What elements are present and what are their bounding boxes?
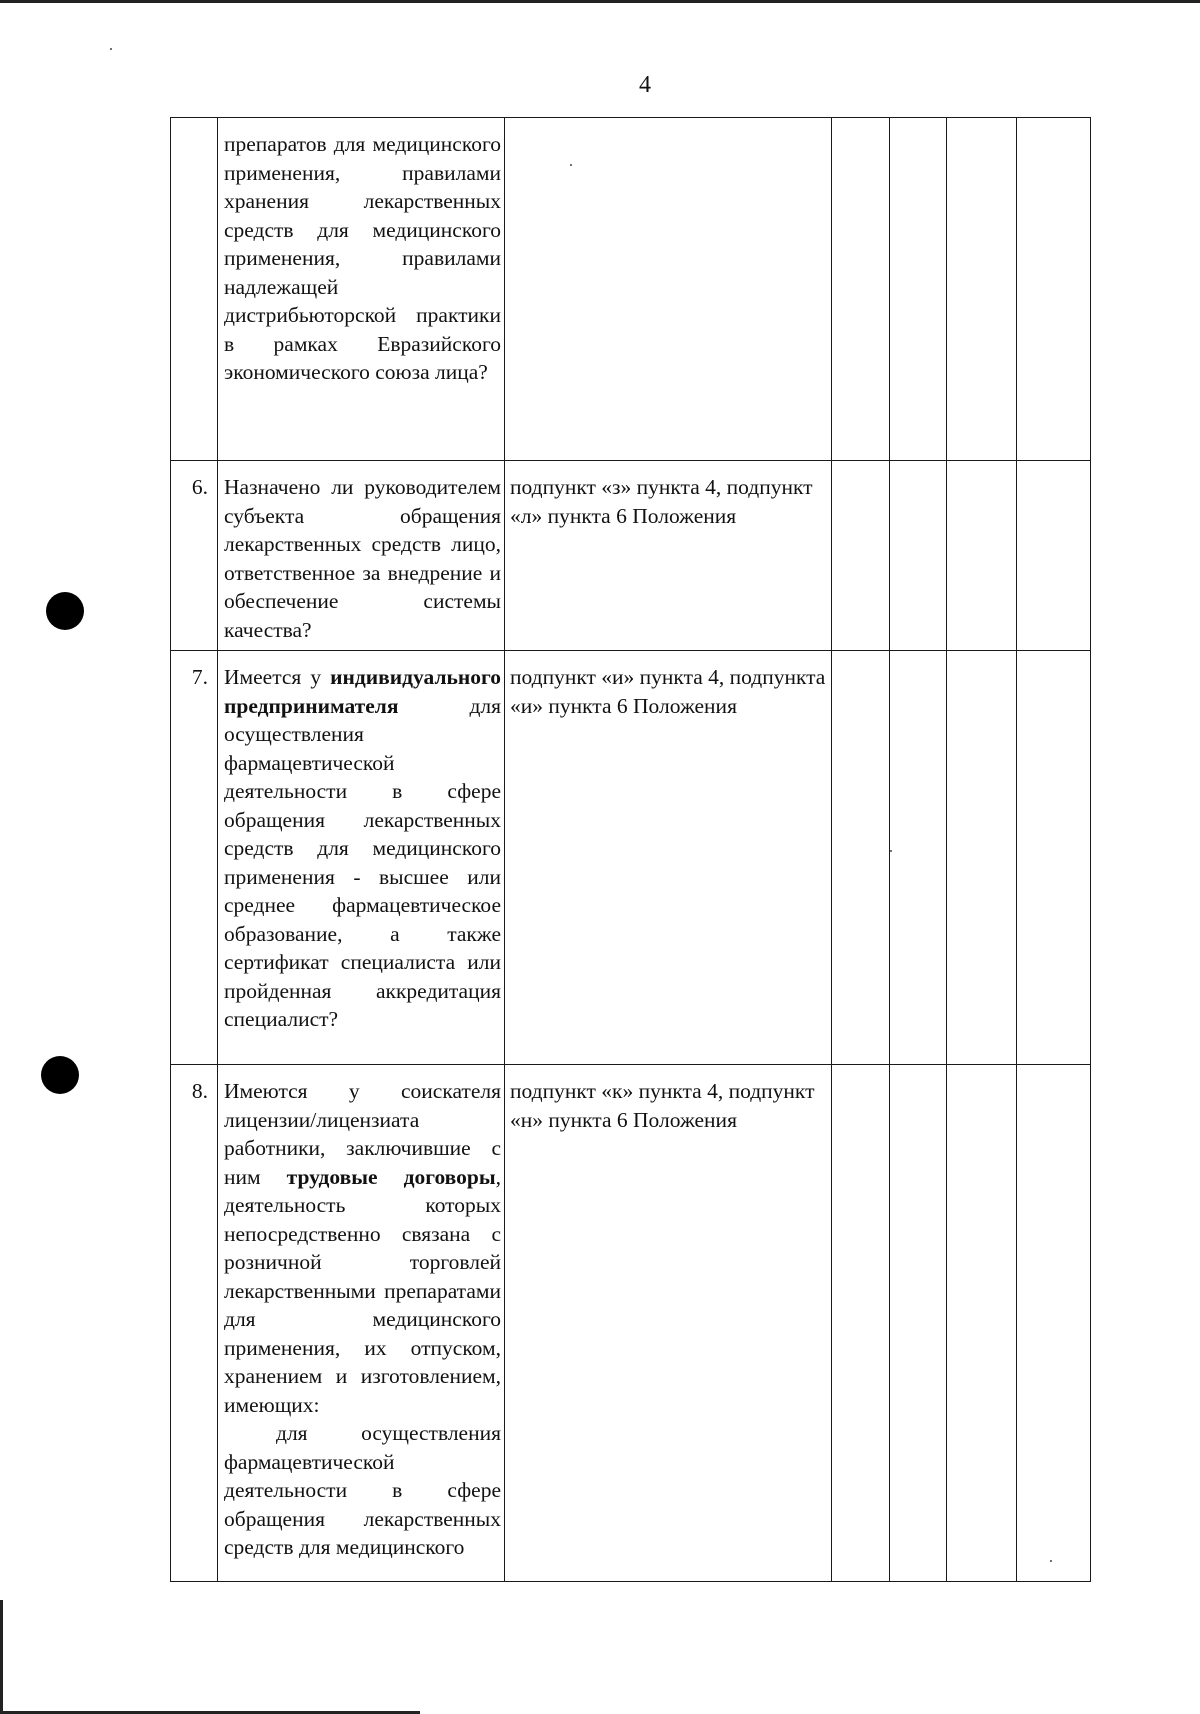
row-question (218, 651, 505, 1065)
question-text: для осуществления фармацевтической деятельности в сфере обращения лекарственных средств для медицинского применения - высшее или среднее фармацевтическое образование, а также сертификат специалиста или пройденная аккредитация специалист? (224, 693, 501, 1031)
question-text: Имеется у (224, 665, 331, 689)
page-number: 4 (639, 72, 651, 98)
row-question: препаратов для медицинского применения, правилами хранения лекарственных средств для медицинского применения, правилами надлежащей дистрибьюторской практики в рамках Евразийского экономического союза лица? (218, 118, 505, 461)
empty-cell (890, 651, 947, 1065)
row-question (218, 1065, 505, 1582)
question-continuation: для осуществления фармацевтической деятельности в сфере обращения лекарственных средств для медицинского (224, 1421, 501, 1559)
row-number: 8. (171, 1065, 218, 1582)
table-row (171, 1065, 1091, 1582)
row-number (171, 118, 218, 461)
row-reference: подпункт «з» пункта 4, подпункт «л» пункта 6 Положения (505, 461, 832, 651)
row-reference (505, 118, 832, 461)
empty-cell (1017, 1065, 1091, 1582)
empty-cell (890, 1065, 947, 1582)
question-emphasis: индивидуального предпринимателя (224, 665, 501, 718)
table-row (171, 118, 1091, 461)
scan-top-edge (0, 0, 1200, 3)
empty-cell (947, 118, 1017, 461)
empty-cell (1017, 118, 1091, 461)
empty-cell (1017, 651, 1091, 1065)
question-text: , деятельность которых непосредственно связана с розничной торговлей лекарственными препаратами для медицинского применения, их отпуском, хранением и изготовлением, имеющих: (224, 1164, 501, 1417)
empty-cell (832, 461, 890, 651)
punch-hole-upper (46, 592, 84, 630)
table-row (171, 651, 1091, 1065)
empty-cell (1017, 461, 1091, 651)
empty-cell (947, 461, 1017, 651)
row-number: 6. (171, 461, 218, 651)
empty-cell (947, 1065, 1017, 1582)
question-emphasis: трудовые договоры (286, 1164, 496, 1189)
empty-cell (890, 118, 947, 461)
scan-speck (110, 48, 112, 50)
row-question: Назначено ли руководителем субъекта обращения лекарственных средств лицо, ответственное за внедрение и обеспечение системы качества? (218, 461, 505, 651)
row-reference: подпункт «к» пункта 4, подпункт «н» пункта 6 Положения (505, 1065, 832, 1582)
empty-cell (832, 651, 890, 1065)
table-row (171, 461, 1091, 651)
question-text: Имеются у соискателя лицензии/лицензиата работники, заключившие с ним (224, 1079, 501, 1189)
empty-cell (947, 651, 1017, 1065)
empty-cell (832, 1065, 890, 1582)
empty-cell (832, 118, 890, 461)
scan-left-edge (0, 1600, 3, 1714)
punch-hole-lower (41, 1056, 79, 1094)
checklist-table (170, 117, 1091, 1582)
empty-cell (890, 461, 947, 651)
row-number: 7. (171, 651, 218, 1065)
row-reference: подпункт «и» пункта 4, подпункта «и» пункта 6 Положения (505, 651, 832, 1065)
